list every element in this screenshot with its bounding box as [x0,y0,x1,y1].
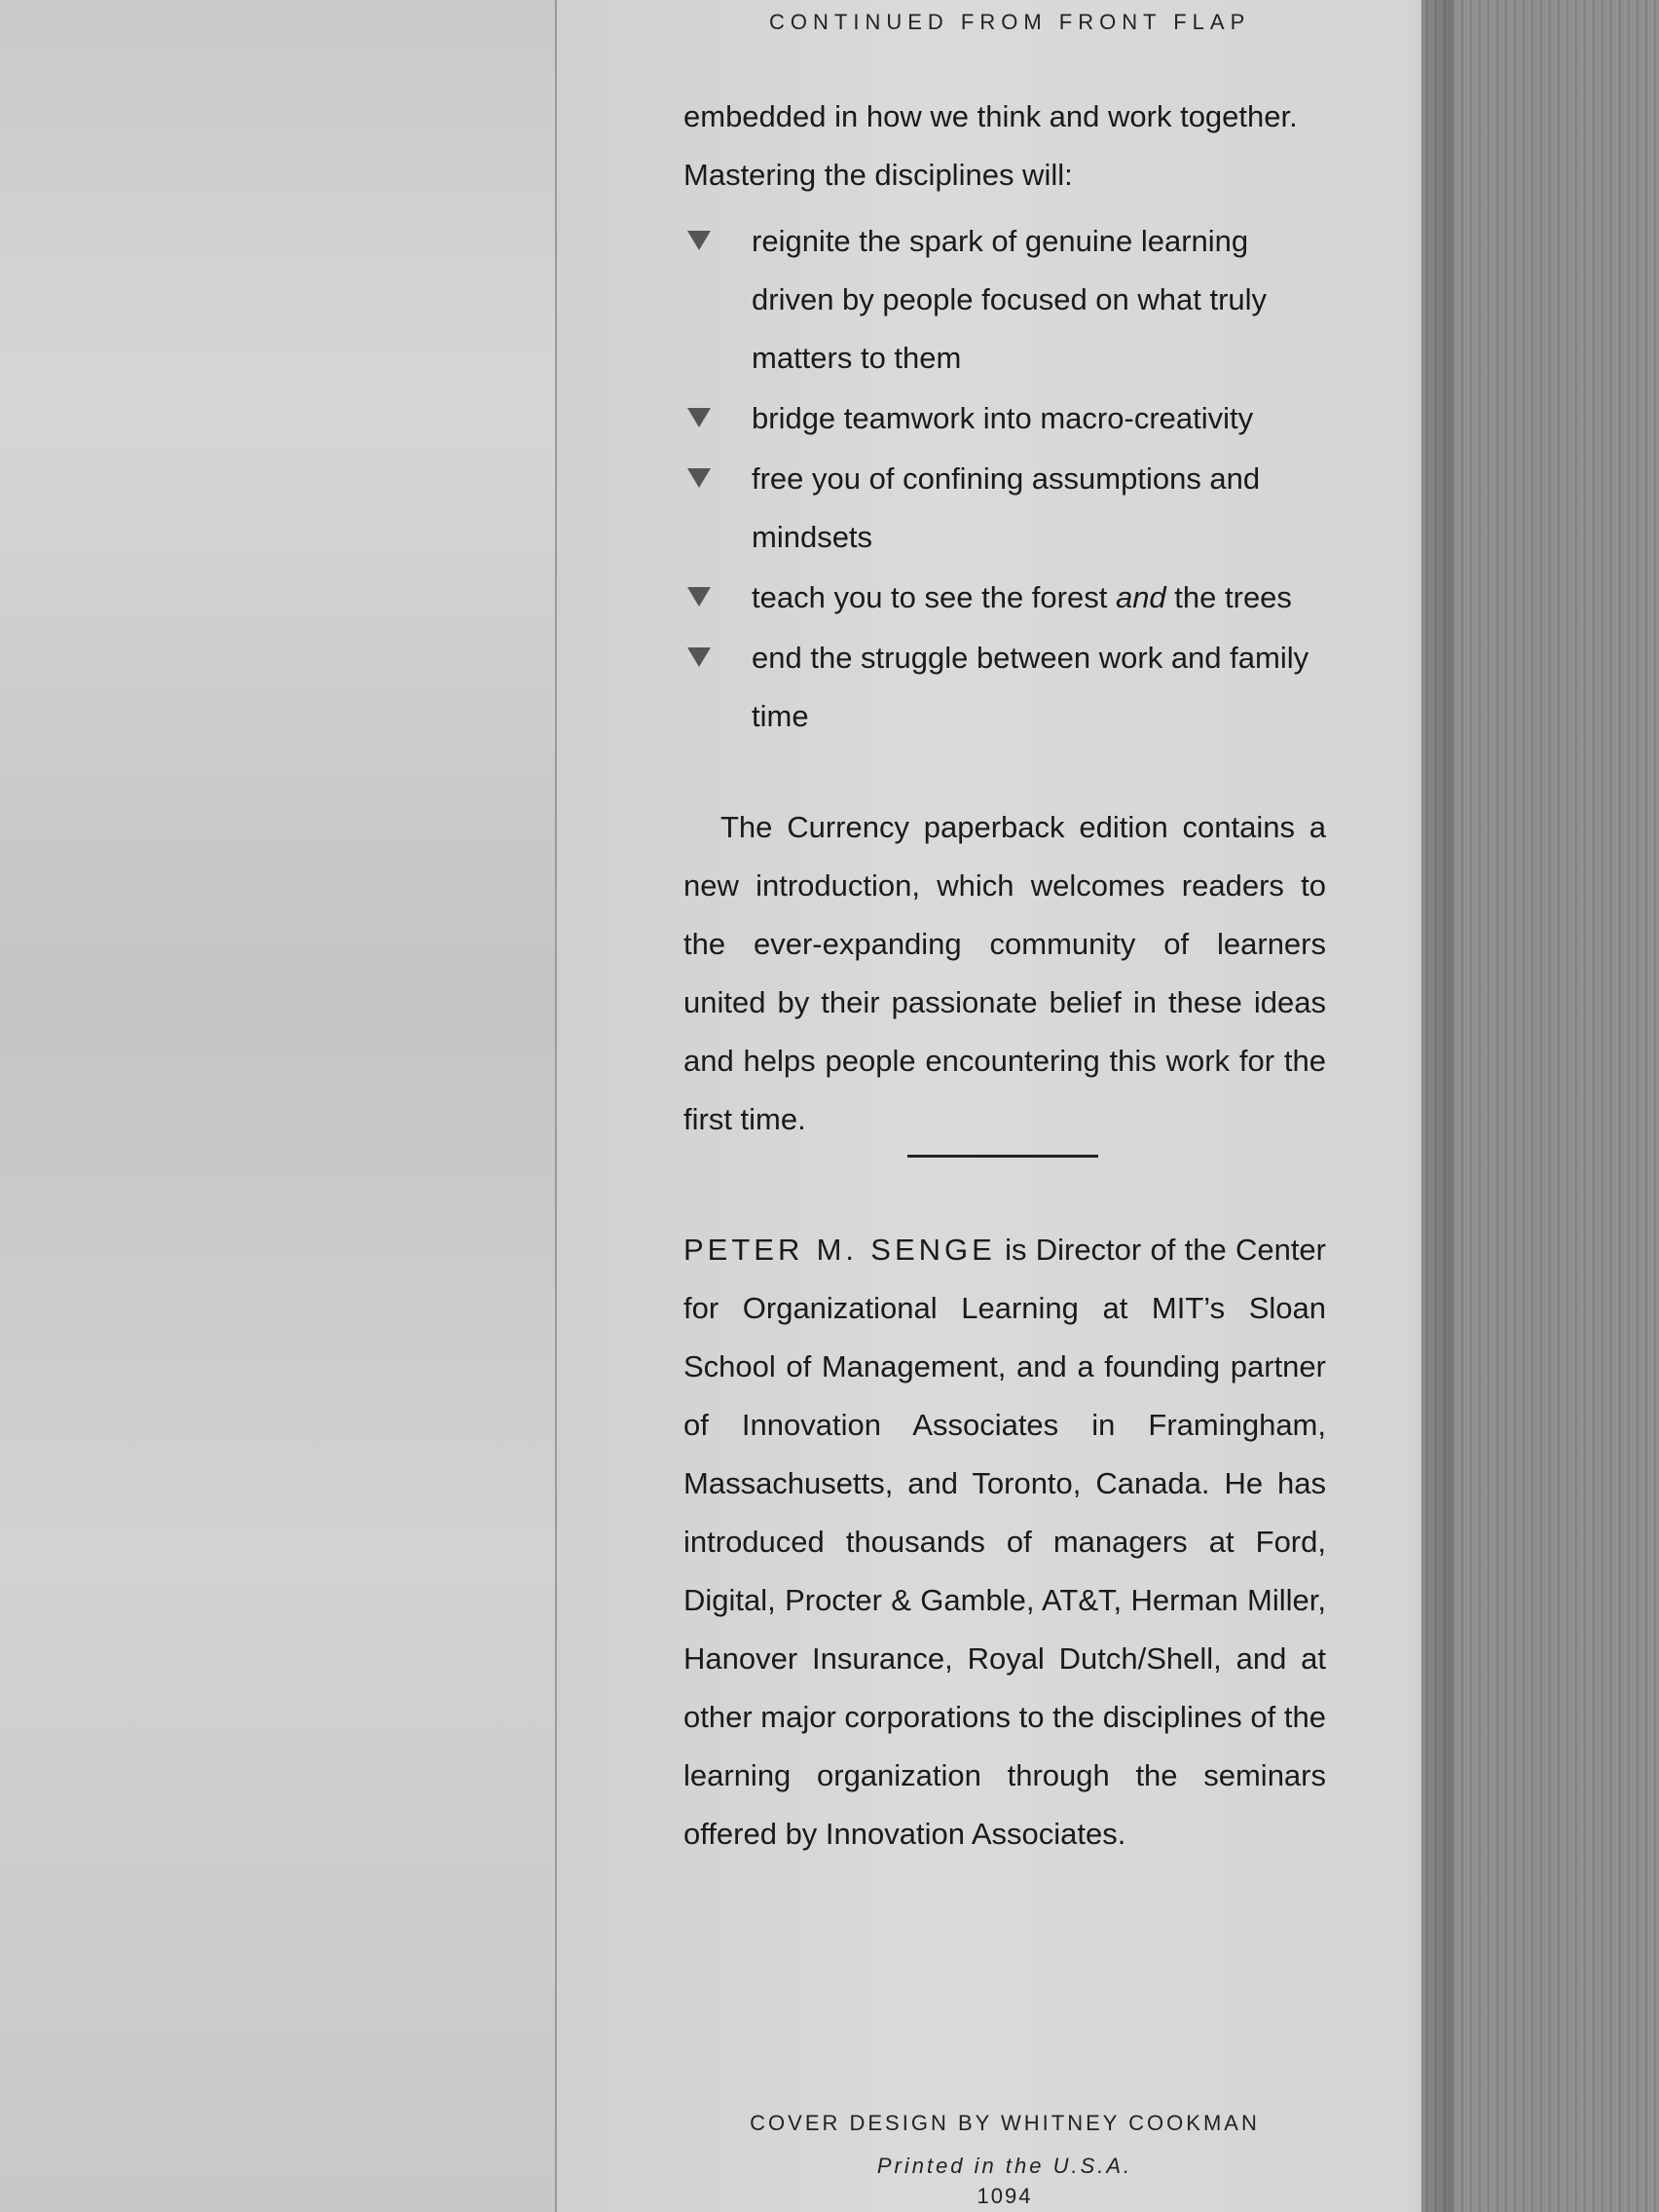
triangle-bullet-icon [687,468,711,488]
discipline-benefits-list [683,212,1326,748]
left-page [0,0,557,2212]
triangle-bullet-icon [687,647,711,667]
intro-text [683,88,1326,204]
list-item [683,629,1326,746]
bullet-text-end: the trees [1165,580,1292,614]
list-item [683,450,1326,567]
author-bio-text: is Director of the Center for Organizational Learning at MIT’s Sloan School of Management, and a founding partner of Innovation Associates in Framingham, Massachusetts, and Toronto, Canada. He has introduced thousands of managers at Ford, Digital, Procter & Gamble, AT&T, Herman Miller, Hanover Insurance, Royal Dutch/Shell, and at other major corporations to the disciplines of the learning organization through the seminars offered by Innovation Associates. [683,1233,1326,1851]
triangle-bullet-icon [687,231,711,250]
edition-paragraph: The Currency paperback edition contains a new introduction, which welcomes readers to the ever-expanding community of learners united by their passionate belief in these ideas and helps people encountering this work for the first time. [683,810,1326,1136]
flap-header: CONTINUED FROM FRONT FLAP [769,10,1251,34]
author-bio [683,1221,1326,1863]
printed-in: Printed in the U.S.A. [876,2154,1133,2178]
intro-line-2: Mastering the disciplines will: [683,158,1073,192]
section-divider [907,1155,1098,1158]
print-code: 1094 [977,2184,1033,2208]
cover-design-credit: COVER DESIGN BY WHITNEY COOKMAN [750,2111,1260,2135]
triangle-bullet-icon [687,408,711,427]
bullet-emphasis: and [1115,580,1166,614]
bullet-text: end the struggle between work and family time [752,641,1309,733]
bullet-text: free you of confining assumptions and mindsets [752,461,1261,554]
bullet-text: reignite the spark of genuine learning driven by people focused on what truly matters to them [752,224,1268,375]
list-item [683,569,1326,627]
bullet-text: bridge teamwork into macro-creativity [752,401,1254,435]
author-name: PETER M. SENGE [683,1233,996,1267]
triangle-bullet-icon [687,587,711,607]
background-surface [1421,0,1659,2212]
flap-edge-shadow [1414,0,1453,2212]
list-item [683,212,1326,387]
list-item [683,389,1326,448]
intro-line-1: embedded in how we think and work together. [683,99,1298,133]
bullet-text: teach you to see the forest [752,580,1116,614]
